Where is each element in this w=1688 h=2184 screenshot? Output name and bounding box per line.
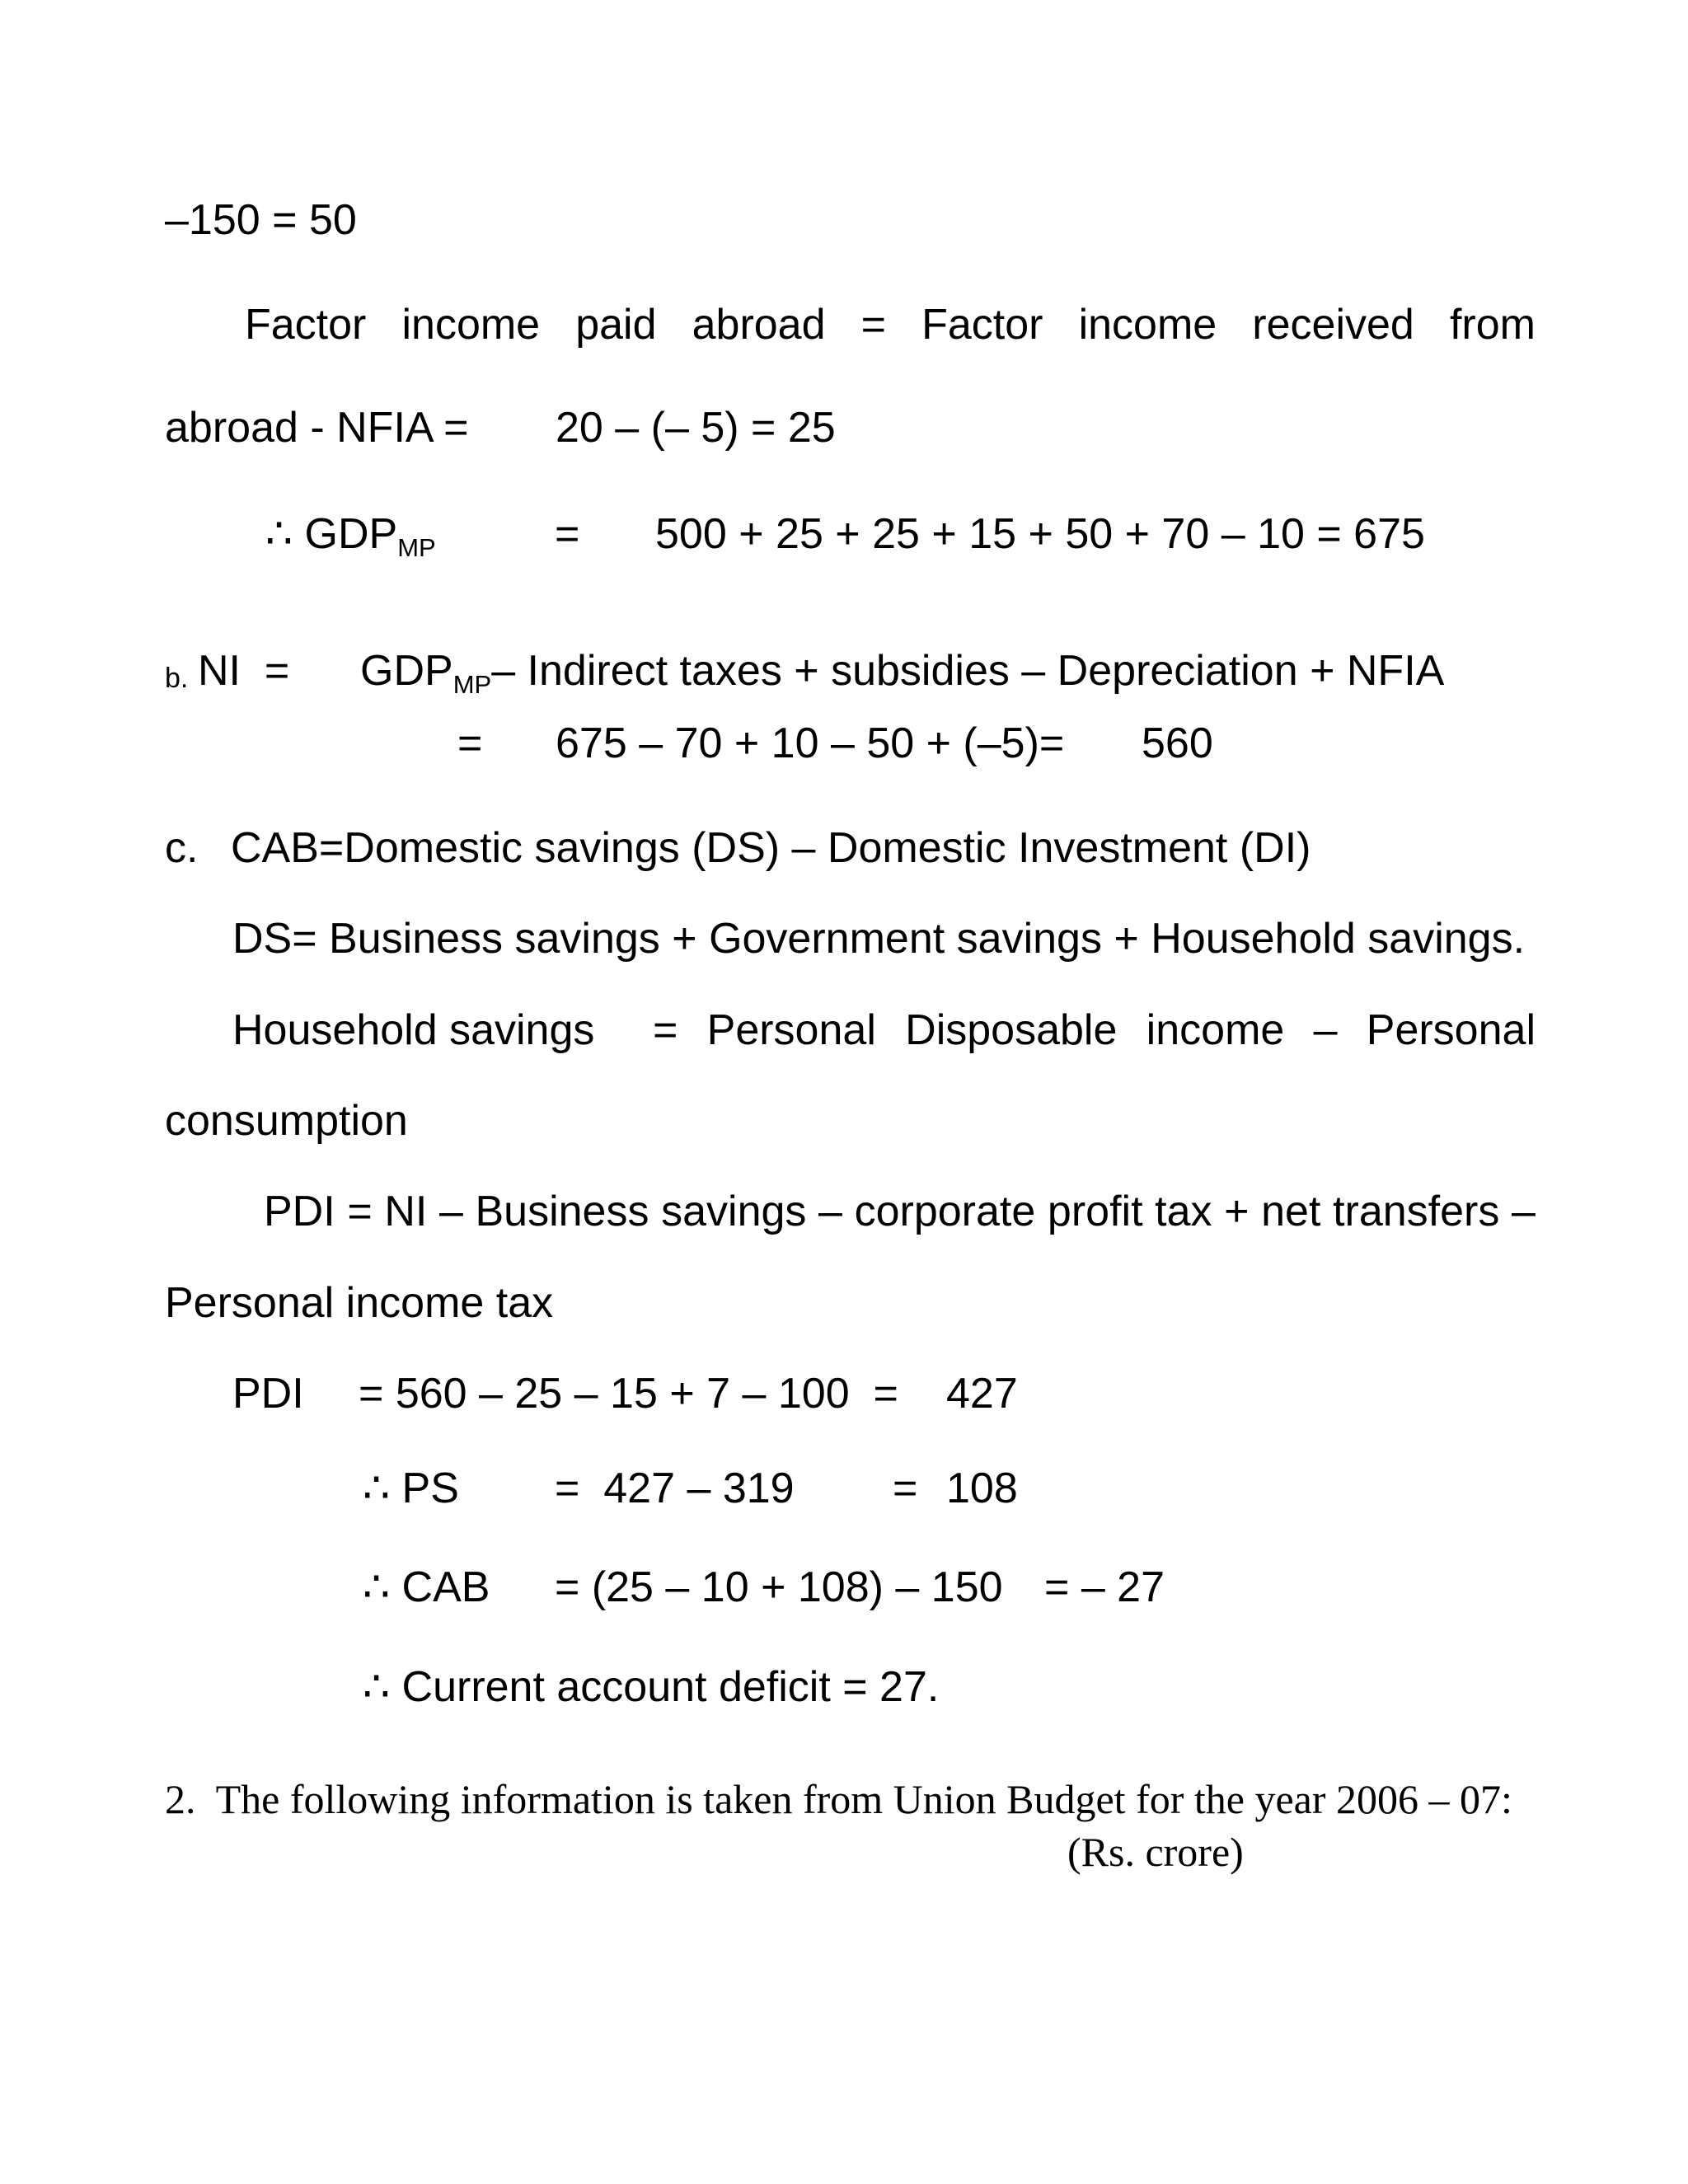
ps-equals: =	[893, 1465, 918, 1512]
pdi-formula-word: corporate	[854, 1188, 1036, 1235]
factor-income-word: income	[1078, 301, 1217, 349]
question-2: 2. The following information is taken from Union Budget for the year 2006 – 07:	[165, 1776, 1512, 1822]
pdi-label: PDI	[232, 1370, 304, 1418]
part-c-marker: c.	[165, 824, 199, 872]
factor-income-word: =	[860, 301, 886, 349]
ps-result: 108	[946, 1465, 1018, 1512]
pdi-formula-word: –	[1511, 1188, 1536, 1235]
pdi-formula-word: savings	[661, 1188, 807, 1235]
pdi-formula-word: profit	[1047, 1188, 1143, 1235]
pdi-formula-word: =	[347, 1188, 373, 1235]
ds-formula: DS= Business savings + Government savings + Household savings.	[232, 915, 1526, 963]
pdi-result: 427	[946, 1370, 1018, 1418]
ni-label: NI =	[198, 647, 290, 695]
gdp-value: 500 + 25 + 25 + 15 + 50 + 70 – 10 = 675	[655, 510, 1425, 558]
consumption-text: consumption	[165, 1097, 408, 1145]
factor-income-word: income	[401, 301, 541, 349]
ni-equals: =	[457, 719, 483, 767]
gdp-equals: =	[555, 510, 580, 558]
factor-income-word: received	[1252, 301, 1414, 349]
household-savings-label: Household savings	[232, 1006, 595, 1054]
ni-formula: $GDP_{MP}-$ Indirect taxes + subsidies – Depreciation + NFIA	[360, 647, 1445, 699]
factor-income-word: Factor	[245, 301, 367, 349]
cab-formula: CAB=Domestic savings (DS) – Domestic Investment (DI)	[231, 824, 1311, 872]
pdi-formula-word: tax	[1155, 1188, 1212, 1235]
household-savings-word: Personal	[1366, 1006, 1536, 1054]
unit-label: (Rs. crore)	[1067, 1829, 1244, 1875]
household-savings-word: income	[1146, 1006, 1285, 1054]
household-savings-word: =	[653, 1006, 678, 1054]
nfia-value: 20 – (– 5) = 25	[556, 404, 836, 452]
pdi-formula-word: –	[818, 1188, 842, 1235]
cab-result: = – 27	[1044, 1563, 1165, 1611]
current-account-deficit: ∴ Current account deficit = 27.	[363, 1663, 940, 1711]
ni-result: 560	[1142, 719, 1213, 767]
household-savings-word: –	[1313, 1006, 1338, 1054]
pdi-calc: = 560 – 25 – 15 + 7 – 100 =	[359, 1370, 898, 1418]
personal-income-tax-text: Personal income tax	[165, 1279, 554, 1327]
pdi-formula-word: transfers	[1333, 1188, 1500, 1235]
factor-income-word: from	[1449, 301, 1536, 349]
pdi-formula-word: –	[438, 1188, 463, 1235]
pdi-formula-word: PDI	[264, 1188, 335, 1235]
household-savings-word: Disposable	[905, 1006, 1118, 1054]
cab-label: ∴ CAB	[363, 1563, 490, 1611]
factor-income-paid-line	[245, 301, 1536, 349]
factor-income-word: abroad	[692, 301, 826, 349]
ps-calc: = 427 – 319	[555, 1465, 795, 1512]
ni-calc: 675 – 70 + 10 – 50 + (–5)=	[556, 719, 1065, 767]
factor-income-word: paid	[575, 301, 657, 349]
part-b-marker: b.	[165, 663, 189, 694]
pdi-formula-word: net	[1261, 1188, 1321, 1235]
factor-income-word: Factor	[921, 301, 1043, 349]
pdi-formula-word: Business	[475, 1188, 649, 1235]
pdi-formula-word: NI	[384, 1188, 428, 1235]
household-savings-word: Personal	[706, 1006, 876, 1054]
gdp-label: ∴ $GDP_{MP}$	[265, 510, 436, 562]
household-savings-line	[653, 1006, 1536, 1054]
pdi-formula-line	[264, 1190, 1536, 1233]
equation-line: –150 = 50	[165, 196, 357, 244]
ps-label: ∴ PS	[363, 1465, 459, 1512]
nfia-label: abroad - NFIA =	[165, 404, 469, 452]
cab-calc: = (25 – 10 + 108) – 150	[555, 1563, 1003, 1611]
pdi-formula-word: +	[1224, 1188, 1250, 1235]
